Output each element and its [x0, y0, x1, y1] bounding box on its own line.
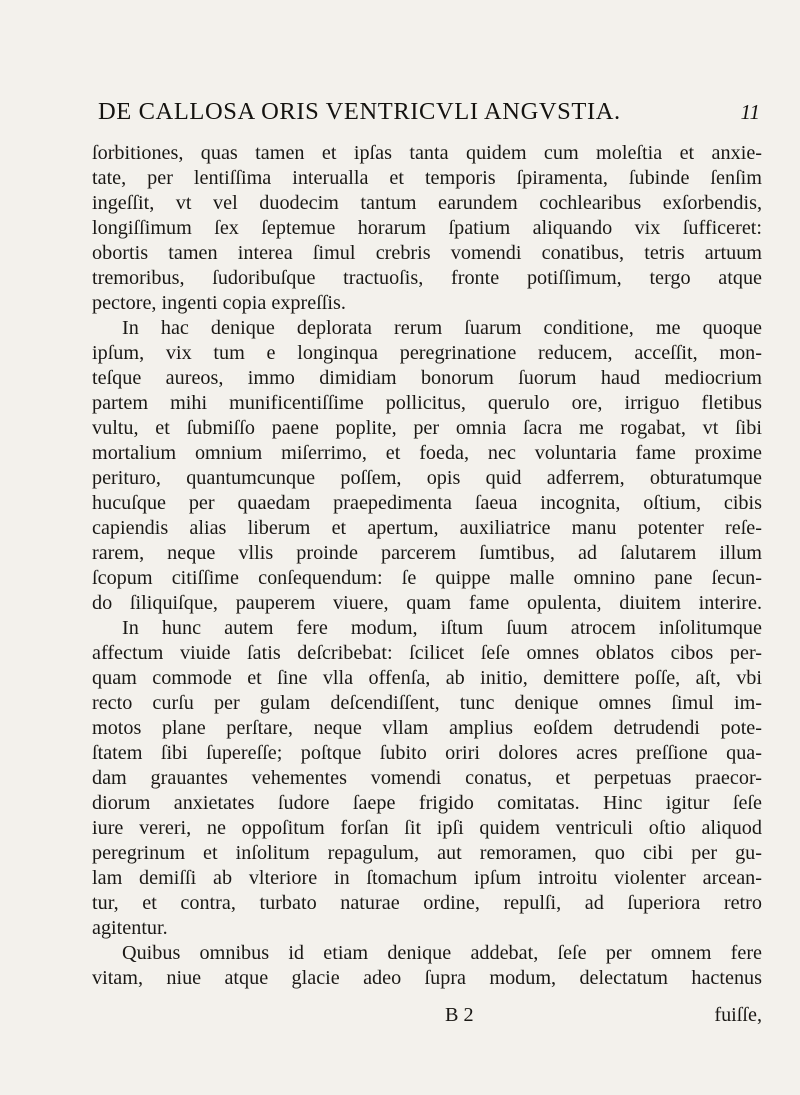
text-line: iure vereri, ne oppoſitum forſan ſit ipſi quidem ventriculi oſtio aliquod — [92, 817, 762, 839]
running-head — [98, 98, 760, 132]
text-line: ſtatem ſibi ſupereſſe; poſtque ſubito oriri dolores acres preſſione qua- — [92, 742, 762, 764]
text-line: mortalium omnium miſerrimo, et foeda, nec voluntaria fame proxime — [92, 442, 762, 464]
text-line: tur, et contra, turbato naturae ordine, repulſi, ad ſuperiora retro — [92, 892, 762, 914]
page-number: 11 — [740, 100, 760, 124]
text-line: perituro, quantumcunque poſſem, opis quid adferrem, obturatumque — [92, 467, 762, 489]
text-line: In hac denique deplorata rerum ſuarum conditione, me quoque — [122, 317, 762, 339]
text-line: Quibus omnibus id etiam denique addebat, ſeſe per omnem fere — [122, 942, 762, 964]
text-line: ipſum, vix tum e longinqua peregrinatione reducem, acceſſit, mon- — [92, 342, 762, 364]
text-line: diorum anxietates ſudore ſaepe frigido comitatas. Hinc igitur ſeſe — [92, 792, 762, 814]
text-line: lam demiſſi ab vlteriore in ſtomachum ipſum introitu violenter arcean- — [92, 867, 762, 889]
text-line: hucuſque per quaedam praepedimenta ſaeua incognita, oſtium, cibis — [92, 492, 762, 514]
page-footer — [92, 1002, 762, 1030]
text-line: capiendis alias liberum et apertum, auxiliatrice manu potenter reſe- — [92, 517, 762, 539]
catchword: fuiſſe, — [714, 1004, 762, 1026]
text-line: teſque aureos, immo dimidiam bonorum ſuorum haud mediocrium — [92, 367, 762, 389]
text-line: vultu, et ſubmiſſo paene poplite, per omnia ſacra me rogabat, vt ſibi — [92, 417, 762, 439]
text-line: recto curſu per gulam deſcendiſſent, tunc denique omnes ſimul im- — [92, 692, 762, 714]
text-line: pectore, ingenti copia expreſſis. — [92, 292, 346, 314]
text-line: ſcopum citiſſime conſequendum: ſe quippe malle omnino pane ſecun- — [92, 567, 762, 589]
text-line: ingeſſit, vt vel duodecim tantum earundem cochlearibus exſorbendis, — [92, 192, 762, 214]
signature-mark: B 2 — [445, 1004, 474, 1026]
text-line: agitentur. — [92, 917, 168, 939]
text-line: ſorbitiones, quas tamen et ipſas tanta quidem cum moleſtia et anxie- — [92, 142, 762, 164]
running-title: DE CALLOSA ORIS VENTRICVLI ANGVSTIA. — [98, 98, 621, 125]
text-line: vitam, niue atque glacie adeo ſupra modum, delectatum hactenus — [92, 967, 762, 989]
text-line: tate, per lentiſſima interualla et temporis ſpiramenta, ſubinde ſenſim — [92, 167, 762, 189]
body-text — [92, 140, 762, 1010]
text-line: dam grauantes vehementes vomendi conatus, et perpetuas praecor- — [92, 767, 762, 789]
text-line: In hunc autem fere modum, iſtum ſuum atrocem inſolitumque — [122, 617, 762, 639]
text-line: tremoribus, ſudoribuſque tractuoſis, fronte potiſſimum, tergo atque — [92, 267, 762, 289]
text-line: quam commode et ſine vlla offenſa, ab initio, demittere poſſe, aſt, vbi — [92, 667, 762, 689]
text-line: longiſſimum ſex ſeptemue horarum ſpatium aliquando vix ſufficeret: — [92, 217, 762, 239]
text-line: do ſiliquiſque, pauperem viuere, quam fame opulenta, diuitem interire. — [92, 592, 762, 614]
text-line: obortis tamen interea ſimul crebris vomendi conatibus, tetris artuum — [92, 242, 762, 264]
text-line: affectum viuide ſatis deſcribebat: ſcilicet ſeſe omnes oblatos cibos per- — [92, 642, 762, 664]
text-line: peregrinum et inſolitum repagulum, aut remoramen, quo cibi per gu- — [92, 842, 762, 864]
text-line: partem mihi munificentiſſime pollicitus, querulo ore, irriguo fletibus — [92, 392, 762, 414]
text-line: rarem, neque vllis proinde parcerem ſumtibus, ad ſalutarem illum — [92, 542, 762, 564]
text-line: motos plane perſtare, neque vllam amplius eoſdem detrudendi pote- — [92, 717, 762, 739]
